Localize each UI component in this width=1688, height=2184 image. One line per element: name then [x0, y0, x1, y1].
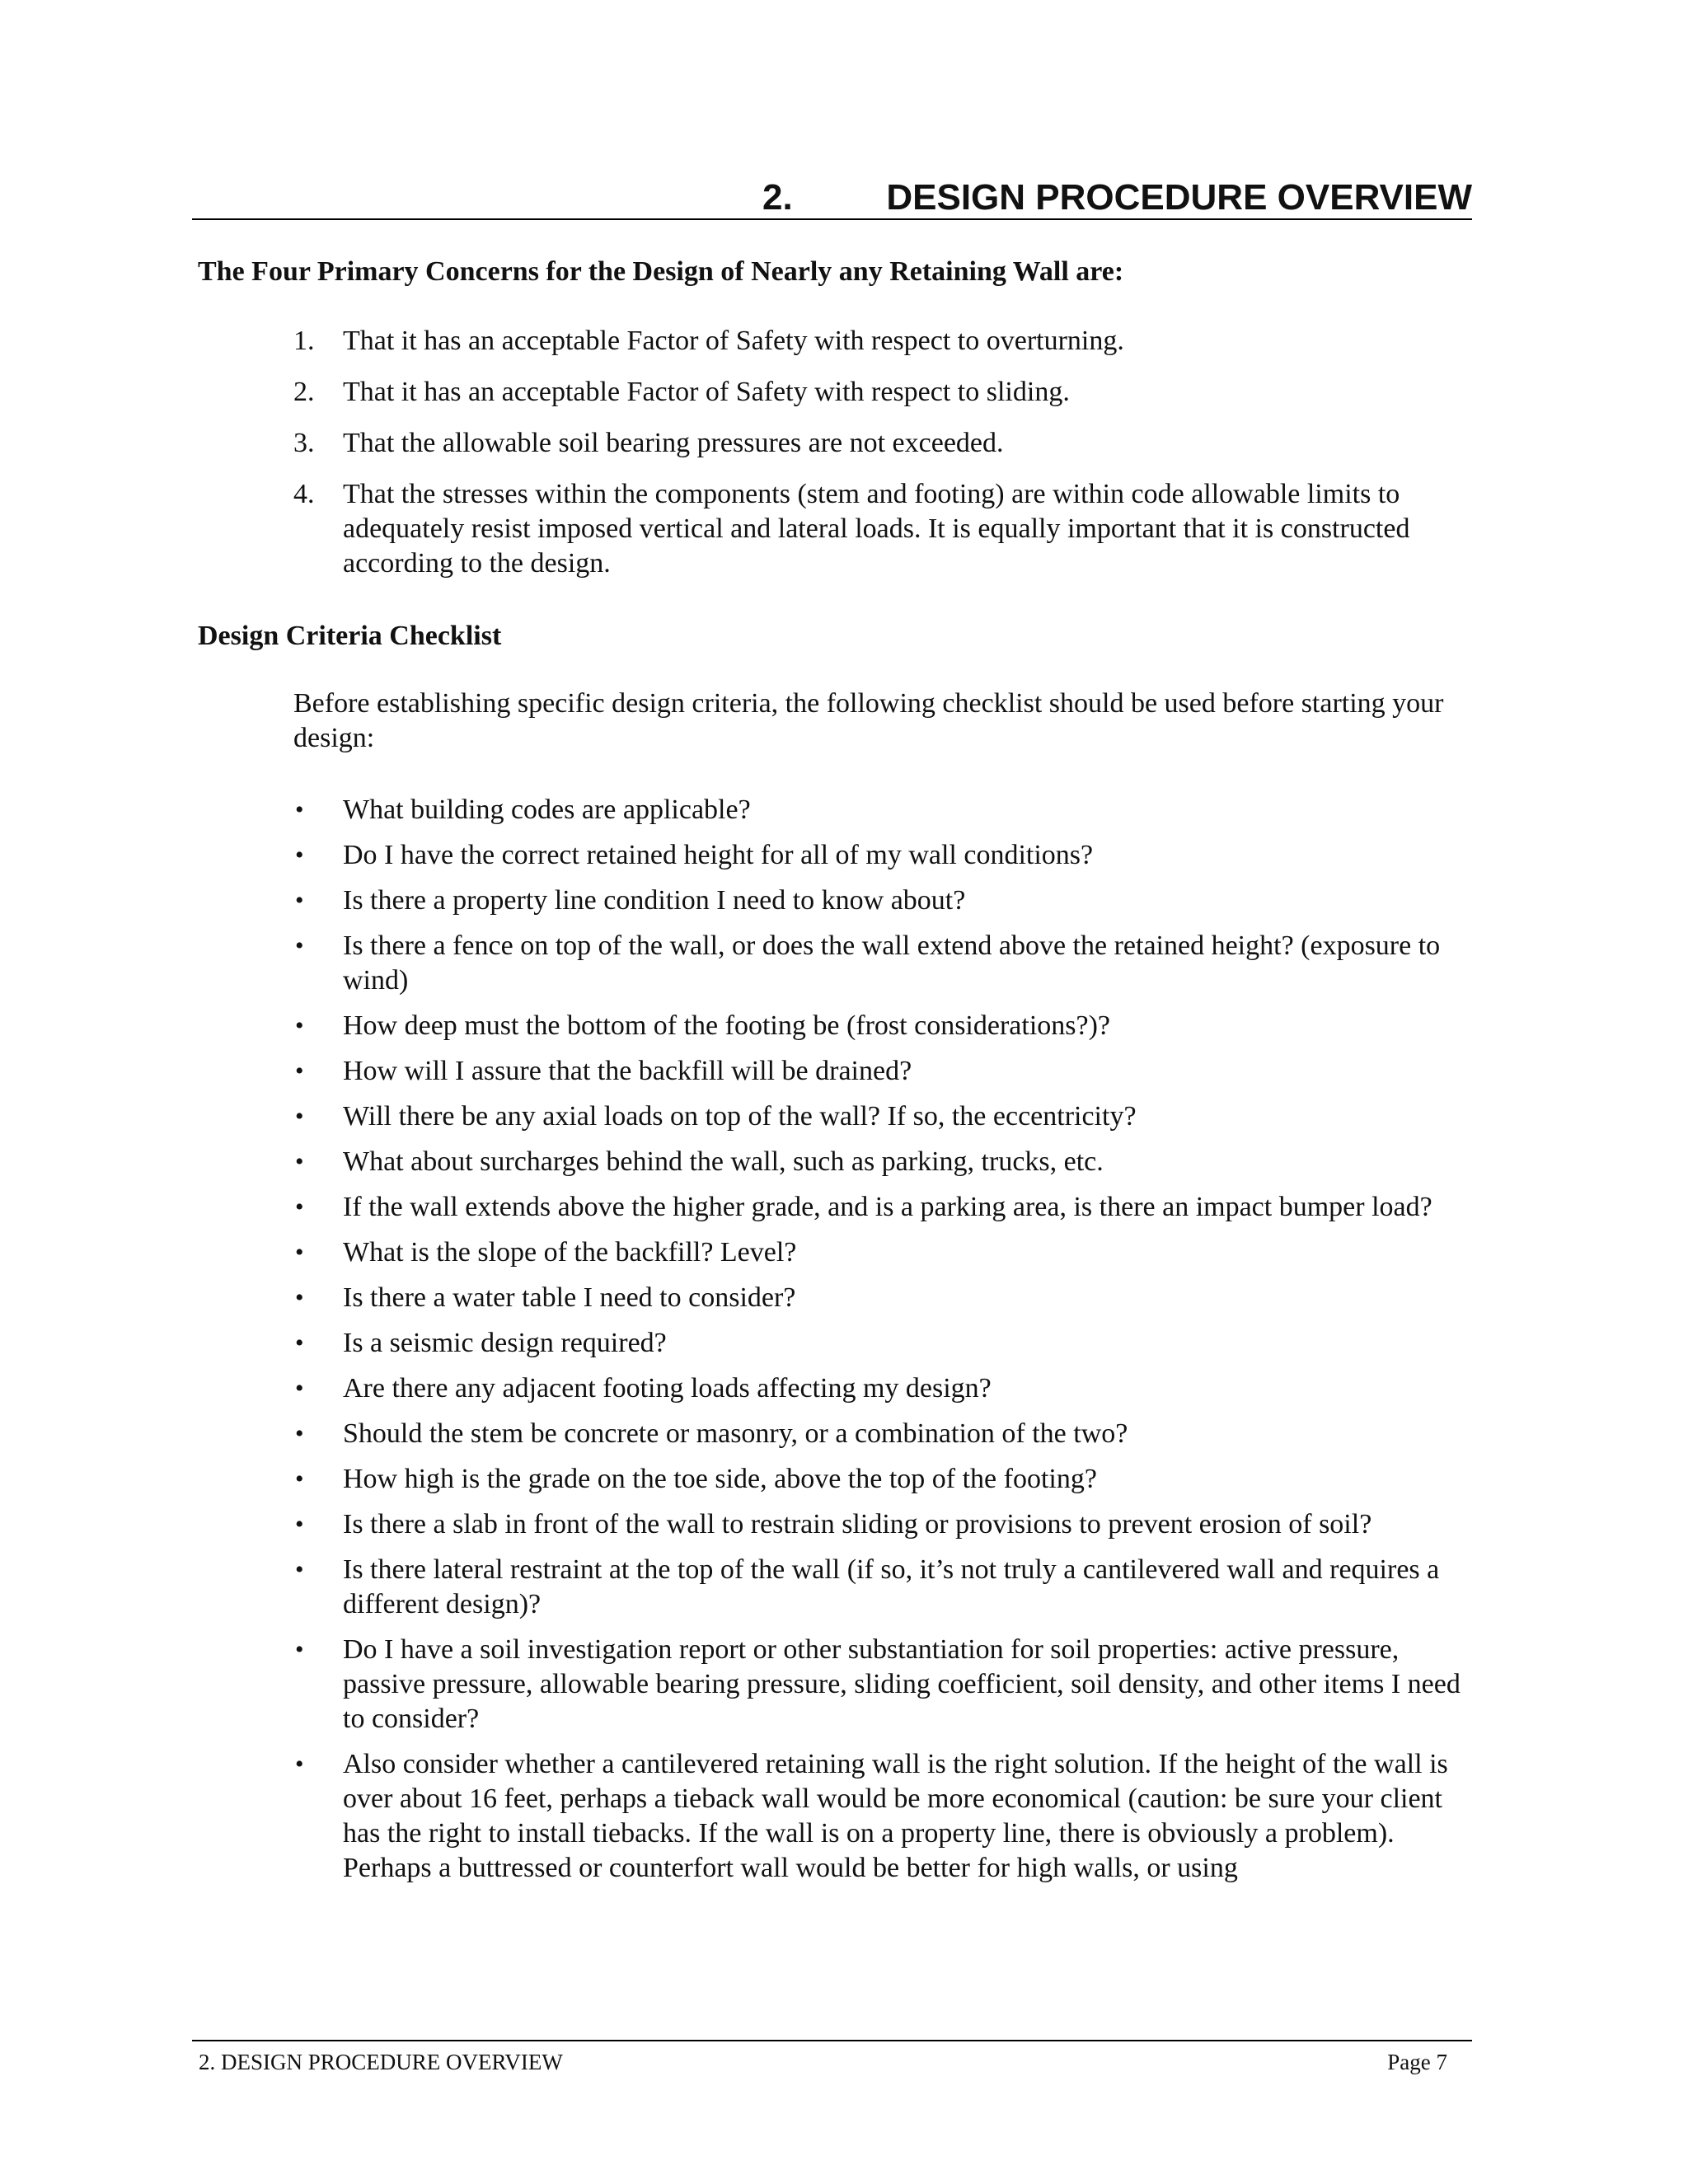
bullet-icon: •	[295, 841, 304, 869]
checklist-intro: Before establishing specific design criteria, the following checklist should be used before starting your design:	[293, 688, 1444, 753]
bullet-icon: •	[295, 1148, 304, 1175]
checklist-item-text: Is there lateral restraint at the top of the wall (if so, it’s not truly a cantilevered wall and requires a different design)?	[343, 1554, 1440, 1619]
checklist-item	[293, 1190, 1480, 1225]
bullet-icon: •	[295, 1465, 304, 1493]
list-marker: 1.	[293, 326, 315, 356]
checklist-item-text: If the wall extends above the higher grade, and is a parking area, is there an impact bumper load?	[343, 1192, 1432, 1222]
list-marker: 3.	[293, 428, 315, 458]
checklist-item-text: Is there a water table I need to consider?	[343, 1282, 796, 1313]
checklist-item	[293, 929, 1480, 998]
checklist-item	[293, 1633, 1480, 1736]
list-text: That the allowable soil bearing pressures are not exceeded.	[343, 428, 1004, 458]
list-text: That the stresses within the components (stem and footing) are within code allowable limits to adequately resist imposed vertical and lateral loads. It is equally important that it is constructed according to the design.	[343, 479, 1410, 579]
bullet-icon: •	[295, 1511, 304, 1538]
checklist-item-text: How high is the grade on the toe side, above the top of the footing?	[343, 1464, 1097, 1494]
checklist-item-text: How will I assure that the backfill will be drained?	[343, 1056, 912, 1086]
list-text: That it has an acceptable Factor of Safety with respect to sliding.	[343, 377, 1070, 407]
bullet-icon: •	[295, 1420, 304, 1447]
checklist-item	[293, 1235, 1480, 1270]
bullet-icon: •	[295, 887, 304, 914]
checklist-item	[293, 1145, 1480, 1179]
checklist-item-text: Is a seismic design required?	[343, 1328, 667, 1358]
list-marker: 4.	[293, 479, 315, 509]
bullet-icon: •	[295, 1750, 304, 1778]
checklist-item	[293, 1009, 1480, 1043]
bullet-icon: •	[295, 1057, 304, 1085]
checklist-item-text: What building codes are applicable?	[343, 794, 751, 825]
bullet-icon: •	[295, 1636, 304, 1663]
checklist-item-text: Do I have the correct retained height for all of my wall conditions?	[343, 840, 1094, 870]
checklist-item-text: Will there be any axial loads on top of the wall? If so, the eccentricity?	[343, 1101, 1137, 1132]
bullet-icon: •	[295, 1329, 304, 1357]
checklist-item-text: Is there a slab in front of the wall to restrain sliding or provisions to prevent erosion of soil?	[343, 1509, 1372, 1540]
chapter-title: DESIGN PROCEDURE OVERVIEW	[886, 177, 1472, 218]
bullet-icon: •	[295, 796, 304, 823]
list-marker: 2.	[293, 377, 315, 407]
checklist-item-text: What about surcharges behind the wall, such as parking, trucks, etc.	[343, 1146, 1104, 1177]
checklist-item	[293, 1747, 1480, 1886]
footer-section: 2. DESIGN PROCEDURE OVERVIEW	[199, 2050, 563, 2074]
bullet-icon: •	[295, 932, 304, 959]
bullet-icon: •	[295, 1239, 304, 1266]
bullet-icon: •	[295, 1284, 304, 1311]
bullet-icon: •	[295, 1012, 304, 1039]
checklist-item	[293, 1099, 1480, 1134]
checklist-item	[293, 1054, 1480, 1089]
checklist-item	[293, 1371, 1480, 1406]
page-footer	[192, 2040, 1472, 2078]
checklist-item-text: Also consider whether a cantilevered retaining wall is the right solution. If the height of the wall is over about 16 feet, perhaps a tieback wall would be more economical (caution: be sure your client has the right to install tiebacks. If the wall is on a property line, there is obviously a problem). Perhaps a buttressed or counterfort wall would be better for high walls, or using	[343, 1749, 1448, 1883]
concerns-heading: The Four Primary Concerns for the Design of Nearly any Retaining Wall are:	[198, 256, 1124, 287]
page-number: Page 7	[1387, 2050, 1447, 2074]
checklist-item	[293, 1553, 1480, 1622]
chapter-heading	[192, 169, 1472, 220]
checklist-item	[293, 1417, 1480, 1451]
checklist-item	[293, 1462, 1480, 1497]
list-item	[293, 375, 1480, 410]
bullet-icon: •	[295, 1556, 304, 1583]
bullet-icon: •	[295, 1103, 304, 1130]
checklist-list	[293, 793, 1480, 1896]
checklist-item	[293, 838, 1480, 873]
checklist-item	[293, 793, 1480, 827]
bullet-icon: •	[295, 1193, 304, 1221]
bullet-icon: •	[295, 1375, 304, 1402]
checklist-item	[293, 1507, 1480, 1542]
list-item	[293, 426, 1480, 461]
chapter-number: 2.	[762, 177, 793, 218]
checklist-item-text: Do I have a soil investigation report or other substantiation for soil properties: active pressure, passive pressure, allowable bearing pressure, sliding coefficient, soil density, and other items I need to consider?	[343, 1634, 1461, 1734]
checklist-item	[293, 1281, 1480, 1315]
list-text: That it has an acceptable Factor of Safety with respect to overturning.	[343, 326, 1124, 356]
checklist-item	[293, 1326, 1480, 1361]
checklist-item-text: What is the slope of the backfill? Level?	[343, 1237, 797, 1268]
checklist-item-text: Should the stem be concrete or masonry, or a combination of the two?	[343, 1418, 1128, 1449]
checklist-item-text: How deep must the bottom of the footing be (frost considerations?)?	[343, 1010, 1110, 1041]
checklist-item-text: Is there a fence on top of the wall, or does the wall extend above the retained height? (exposure to wind)	[343, 930, 1441, 996]
checklist-item	[293, 883, 1480, 918]
list-item	[293, 324, 1480, 359]
concerns-list	[293, 324, 1480, 598]
checklist-heading: Design Criteria Checklist	[198, 621, 502, 651]
list-item	[293, 477, 1480, 581]
checklist-item-text: Are there any adjacent footing loads affecting my design?	[343, 1373, 992, 1404]
checklist-item-text: Is there a property line condition I need to know about?	[343, 885, 966, 916]
